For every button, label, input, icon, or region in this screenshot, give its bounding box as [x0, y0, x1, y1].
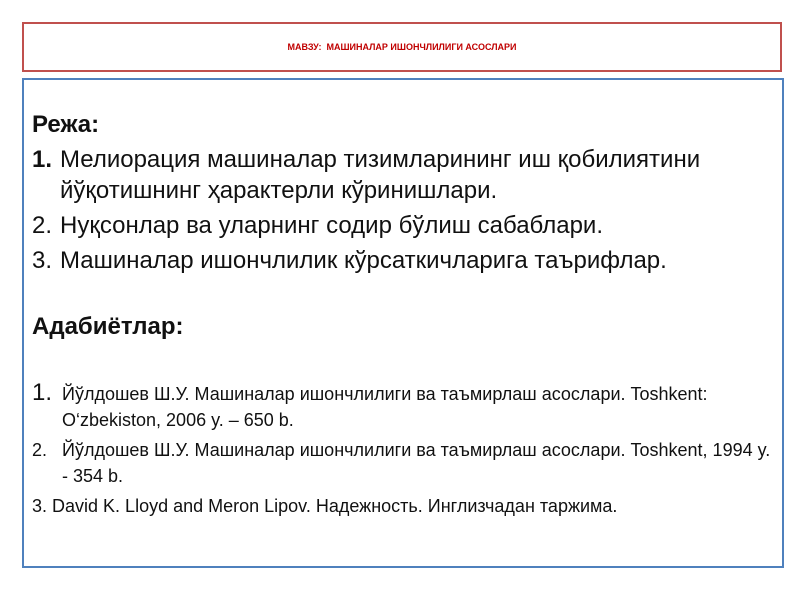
literature-item	[32, 437, 774, 489]
plan-item-text: Машиналар ишончлилик кўрсаткичларига таърифлар.	[60, 247, 667, 274]
plan-item-text: Нуқсонлар ва уларнинг содир бўлиш сабаблари.	[60, 212, 603, 239]
plan-item-number: 1.	[32, 146, 53, 173]
plan-item-text: Мелиорация машиналар тизимларининг иш қобилиятини йўқотишнинг ҳарактерли кўринишлари.	[60, 146, 701, 204]
literature-item-number: 3.	[32, 496, 48, 516]
slide-title-box	[22, 22, 782, 72]
literature-item-text: David K. Lloyd and Meron Lipov. Надежность. Инглизчадан таржима.	[52, 496, 618, 516]
plan-item	[32, 245, 774, 276]
literature-heading: Адабиётлар:	[32, 313, 184, 340]
literature-item-text: Йўлдошев Ш.У. Машиналар ишончлилиги ва таъмирлаш асослари. Toshkent: O‘zbekiston, 2006 y. – 650 b.	[62, 384, 708, 430]
slide-title: МАВЗУ: МАШИНАЛАР ИШОНЧЛИЛИГИ АСОСЛАРИ	[287, 42, 517, 52]
plan-item	[32, 210, 774, 241]
plan-item-number: 3.	[32, 247, 53, 274]
plan-heading: Режа:	[32, 111, 100, 138]
plan-item	[32, 144, 774, 206]
slide-content-box	[22, 78, 784, 568]
literature-item-text: Йўлдошев Ш.У. Машиналар ишончлилиги ва таъмирлаш асослари. Toshkent, 1994 y. - 354 b.	[62, 440, 771, 486]
literature-item	[32, 380, 774, 433]
literature-item-number: 2.	[32, 440, 48, 460]
literature-item-number: 1.	[32, 379, 53, 406]
literature-item	[32, 493, 774, 519]
plan-item-number: 2.	[32, 212, 53, 239]
